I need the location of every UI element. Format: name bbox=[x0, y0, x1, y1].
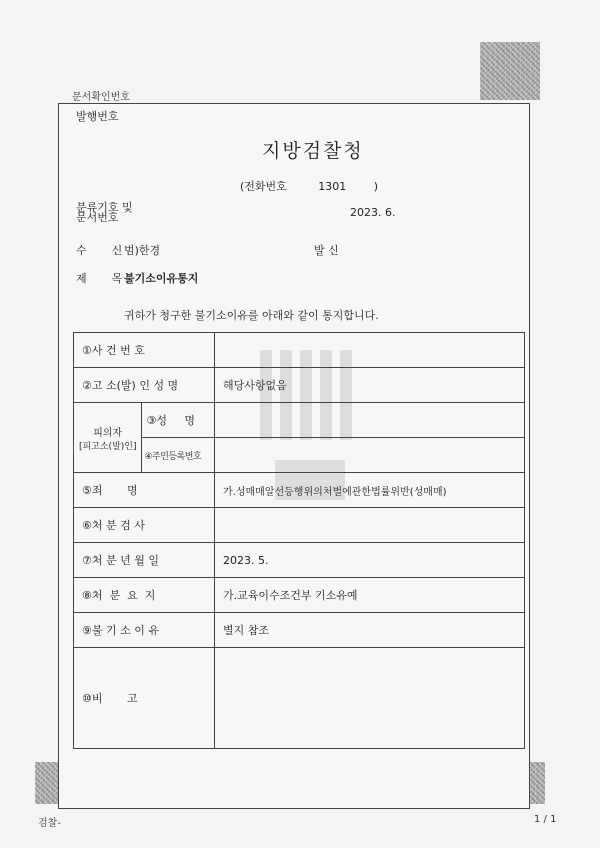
row-value-prosecutor bbox=[215, 508, 525, 543]
recipient-value: 범)한경 bbox=[124, 244, 161, 257]
table-row bbox=[74, 333, 525, 368]
subject-value: 불기소이유통지 bbox=[124, 272, 199, 285]
row-value-suspect-name bbox=[215, 403, 525, 438]
row-label-remarks: ⑩비 고 bbox=[74, 648, 215, 749]
suspect-label bbox=[74, 403, 142, 473]
phone-line bbox=[240, 178, 378, 194]
table-row bbox=[74, 578, 525, 613]
row-label-suspect-name: ③성 명 bbox=[142, 403, 215, 438]
table-row bbox=[74, 473, 525, 508]
phone-close: ) bbox=[373, 180, 379, 193]
suspect-label-line2: [피고소(발)인] bbox=[78, 441, 137, 452]
row-value-suspect-id bbox=[215, 438, 525, 473]
phone-label: (전화번호 bbox=[240, 180, 287, 193]
row-label-prosecutor: ⑥처 분 검 사 bbox=[74, 508, 215, 543]
row-value-non-indictment-reason: 별지 참조 bbox=[215, 613, 525, 648]
table-row bbox=[74, 438, 525, 473]
redaction-top-right bbox=[480, 42, 540, 100]
table-row bbox=[74, 368, 525, 403]
table-row bbox=[74, 508, 525, 543]
classification-label bbox=[76, 203, 133, 223]
office-name: 지방검찰청 bbox=[262, 140, 364, 162]
notice-table bbox=[73, 332, 525, 749]
row-value-disposition-date: 2023. 5. bbox=[215, 543, 525, 578]
row-label-charge: ⑤죄 명 bbox=[74, 473, 215, 508]
classification-label-line2: 문서번호 bbox=[76, 211, 119, 224]
issue-number-label: 발행번호 bbox=[76, 110, 119, 123]
doc-check-number-label: 문서확인번호 bbox=[72, 92, 130, 103]
row-label-case-number: ①사 건 번 호 bbox=[74, 333, 215, 368]
classification-label-line1: 분류기호 및 bbox=[76, 201, 133, 214]
sender-label: 발 신 bbox=[314, 244, 339, 257]
intro-text: 귀하가 청구한 불기소이유를 아래와 같이 통지합니다. bbox=[124, 309, 379, 322]
subject-label: 제 목 bbox=[76, 272, 129, 285]
table-row bbox=[74, 543, 525, 578]
recipient-label: 수 신 bbox=[76, 244, 129, 257]
footer-left-label: 검찰- bbox=[38, 818, 61, 829]
row-label-complainant: ②고 소(발) 인 성 명 bbox=[74, 368, 215, 403]
document-date: 2023. 6. bbox=[350, 206, 396, 219]
table-row bbox=[74, 613, 525, 648]
row-value-remarks bbox=[215, 648, 525, 749]
row-label-disposition-summary: ⑧처 분 요 지 bbox=[74, 578, 215, 613]
row-value-case-number bbox=[215, 333, 525, 368]
footer-page-number: 1 / 1 bbox=[534, 814, 557, 825]
table-row bbox=[74, 648, 525, 749]
row-label-suspect-id: ④주민등록번호 bbox=[142, 438, 215, 473]
row-value-disposition-summary: 가.교육이수조건부 기소유예 bbox=[215, 578, 525, 613]
row-label-disposition-date: ⑦처 분 년 월 일 bbox=[74, 543, 215, 578]
row-value-charge: 가.성매매알선등행위의처벌에관한법률위반(성매매) bbox=[215, 473, 525, 508]
suspect-label-line1: 피의자 bbox=[93, 427, 123, 439]
row-label-non-indictment-reason: ⑨불 기 소 이 유 bbox=[74, 613, 215, 648]
table-row bbox=[74, 403, 525, 438]
row-value-complainant: 해당사항없음 bbox=[215, 368, 525, 403]
phone-number: 1301 bbox=[318, 180, 347, 193]
